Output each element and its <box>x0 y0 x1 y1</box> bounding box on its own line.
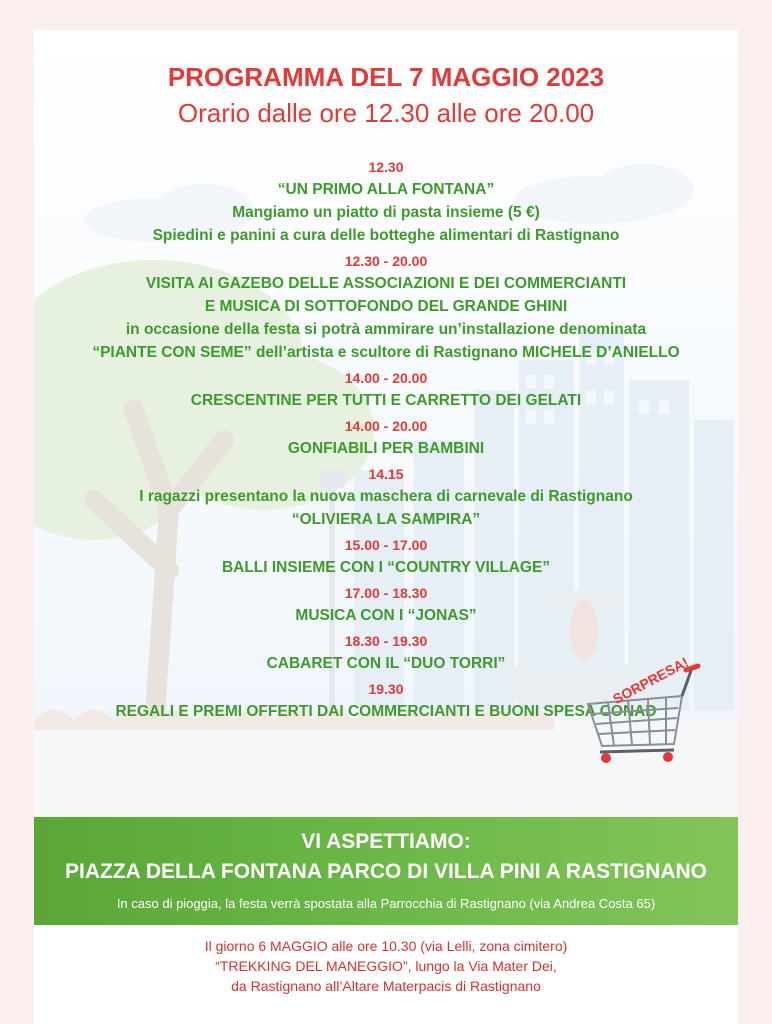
event-line: CABARET CON IL “DUO TORRI” <box>266 655 506 672</box>
footer-line: Il giorno 6 MAGGIO alle ore 10.30 (via Lelli, zona cimitero) <box>204 938 568 954</box>
event-item <box>34 584 738 626</box>
event-line: in occasione della festa si potrà ammirare un’installazione denominata <box>125 321 647 338</box>
event-line: GONFIABILI PER BAMBINI <box>287 440 485 457</box>
event-time: 14.15 <box>368 466 404 482</box>
event-item <box>34 369 738 411</box>
shopping-cart-icon <box>578 646 704 766</box>
event-line: I ragazzi presentano la nuova maschera di carnevale di Rastignano <box>139 488 633 505</box>
event-line: “UN PRIMO ALLA FONTANA” <box>277 181 495 198</box>
event-time: 18.30 - 19.30 <box>344 633 428 649</box>
event-line: E MUSICA DI SOTTOFONDO DEL GRANDE GHINI <box>204 298 568 315</box>
banner-heading: VI ASPETTIAMO: <box>301 830 471 853</box>
event-item <box>34 536 738 578</box>
event-line: REGALI E PREMI OFFERTI DAI COMMERCIANTI E BUONI SPESA CONAD <box>115 703 657 720</box>
event-line: Mangiamo un piatto di pasta insieme (5 €) <box>232 204 540 221</box>
event-line: Spiedini e panini a cura delle botteghe alimentari di Rastignano <box>152 227 620 244</box>
event-time: 14.00 - 20.00 <box>344 370 428 386</box>
event-line: VISITA AI GAZEBO DELLE ASSOCIAZIONI E DEI COMMERCIANTI <box>145 275 627 292</box>
page-title: PROGRAMMA DEL 7 MAGGIO 2023 <box>167 62 605 92</box>
cart-badge-text: SORPRESA! <box>609 653 691 708</box>
event-item <box>34 465 738 530</box>
banner-location: PIAZZA DELLA FONTANA PARCO DI VILLA PINI A RASTIGNANO <box>64 860 708 883</box>
page-subtitle: Orario dalle ore 12.30 alle ore 20.00 <box>177 98 595 128</box>
rain-note: In caso di pioggia, la festa verrà spostata alla Parrocchia di Rastignano (via Andrea Costa 65) <box>116 896 656 911</box>
event-item <box>34 252 738 363</box>
location-banner <box>34 817 738 925</box>
event-line: “PIANTE CON SEME” dell’artista e scultore di Rastignano MICHELE D’ANIELLO <box>92 344 680 361</box>
event-poster <box>34 30 738 1024</box>
event-line: “OLIVIERA LA SAMPIRA” <box>291 511 481 528</box>
footer-line: da Rastignano all’Altare Materpacis di Rastignano <box>231 978 541 994</box>
event-line: MUSICA CON I “JONAS” <box>295 607 477 624</box>
event-time: 12.30 <box>368 159 404 175</box>
event-time: 14.00 - 20.00 <box>344 418 428 434</box>
event-time: 12.30 - 20.00 <box>344 253 428 269</box>
trekking-notice <box>34 936 738 996</box>
event-item <box>34 417 738 459</box>
footer-line: “TREKKING DEL MANEGGIO”, lungo la Via Mater Dei, <box>215 958 557 974</box>
event-line: CRESCENTINE PER TUTTI E CARRETTO DEI GELATI <box>190 392 582 409</box>
event-time: 17.00 - 18.30 <box>344 585 428 601</box>
event-line: BALLI INSIEME CON I “COUNTRY VILLAGE” <box>221 559 551 576</box>
event-time: 19.30 <box>368 681 404 697</box>
event-item <box>34 158 738 246</box>
event-schedule <box>34 158 738 724</box>
event-time: 15.00 - 17.00 <box>344 537 428 553</box>
